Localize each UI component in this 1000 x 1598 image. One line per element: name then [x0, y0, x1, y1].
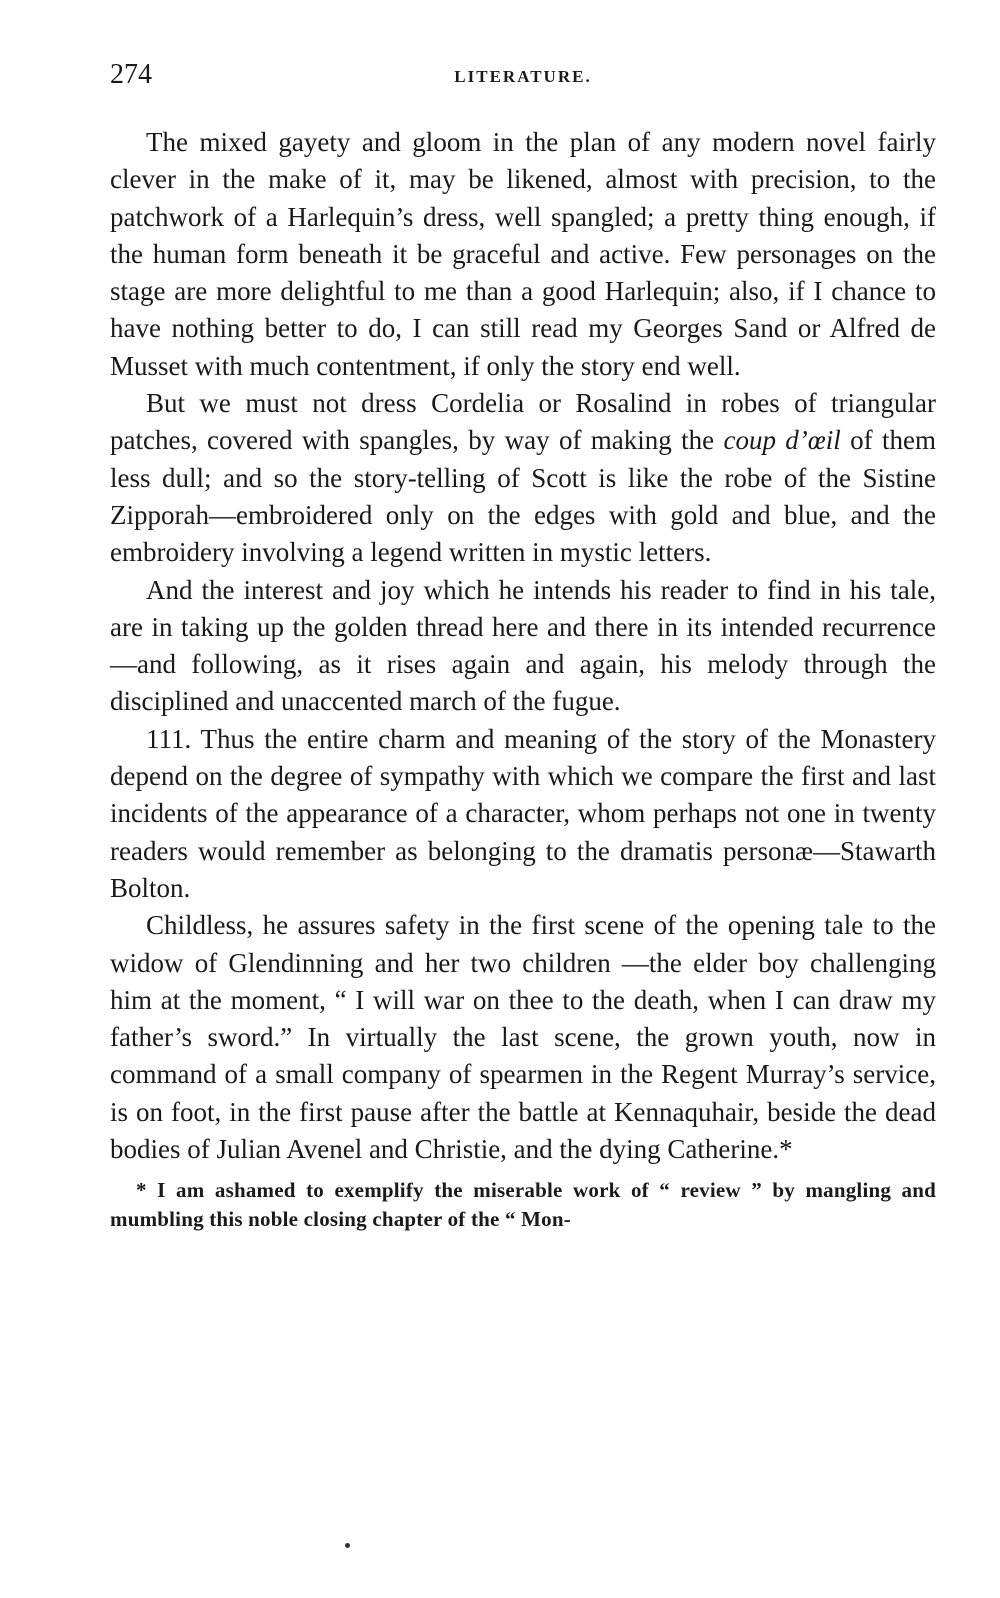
- paragraph-cordelia-end: of them less dull; and so the story-telling of Scott is like the robe of the Sistine Zipporah—embroidered only on the edges with gold and blue, and the embroidery involving a legend written in mystic letters.: [110, 425, 936, 568]
- italic-phrase: coup d’œil: [723, 425, 841, 456]
- page-number: 274: [110, 59, 152, 90]
- footnote: * I am ashamed to exemplify the miserable work of “ review ” by mangling and mumbling this noble closing chapter of the “ Mon-: [110, 1178, 936, 1232]
- paragraph-cordelia: [110, 385, 936, 571]
- paragraph-cordelia-start: But we must not dress Cordelia or Rosalind in robes of triangular patches, covered with spangles, by way of making the: [110, 388, 936, 456]
- paragraph-childless: Childless, he assures safety in the first scene of the opening tale to the widow of Glendinning and her two children —the elder boy challenging him at the moment, “ I will war on thee to the death, when I can draw my father’s sword.” In virtually the last scene, the grown youth, now in command of a small company of spearmen in the Regent Murray’s service, is on foot, in the first pause after the battle at Kennaquhair, beside the dead bodies of Julian Avenel and Christie, and the dying Catherine.*: [110, 910, 936, 1165]
- body-text: [110, 124, 936, 1168]
- paragraph-111-monastery: 111. Thus the entire charm and meaning of the story of the Monastery depend on the degree of sympathy with which we compare the first and last incidents of the appearance of a character, whom perhaps not one in twenty readers would remember as belonging to the dramatis personæ—Stawarth Bolton.: [110, 723, 936, 903]
- paragraph-golden-thread: And the interest and joy which he intends his reader to find in his tale, are in taking up the golden thread here and there in its intended recurrence—and following, as it rises again and again, his melody through the disciplined and unaccented march of the fugue.: [110, 574, 936, 717]
- running-head: LITERATURE.: [454, 67, 592, 86]
- page-header: [110, 58, 936, 106]
- book-page: [110, 58, 936, 1234]
- paragraph-harlequin: The mixed gayety and gloom in the plan of any modern novel fairly clever in the make of it, may be likened, almost with precision, to the patchwork of a Harlequin’s dress, well spangled; a pretty thing enough, if the human form beneath it be graceful and active. Few personages on the stage are more delightful to me than a good Harlequin; also, if I chance to have nothing better to do, I can still read my Georges Sand or Alfred de Musset with much contentment, if only the story end well.: [110, 127, 936, 381]
- stray-ink-dot: [345, 1543, 350, 1548]
